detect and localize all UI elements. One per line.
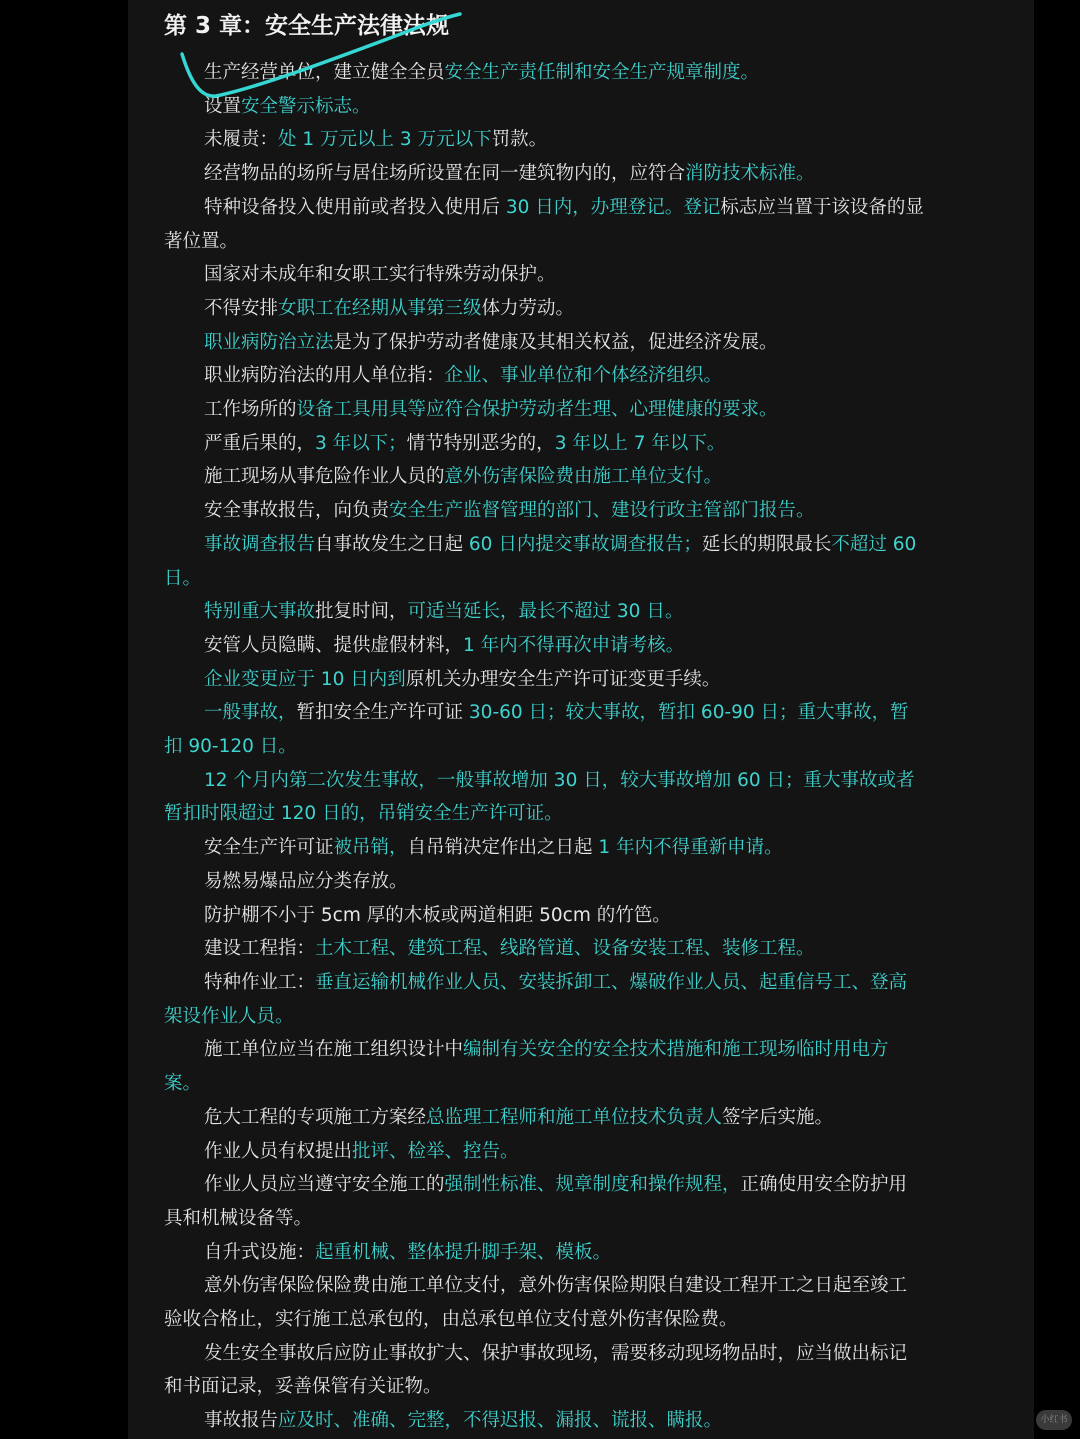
body-text: 发生安全事故后应防止事故扩大、保护事故现场，需要移动现场物品时，应当做出标记和书面记录，妥善保管有关证物。 <box>164 1342 908 1398</box>
body-text: 生产经营单位，建立健全全员 <box>204 62 445 83</box>
body-text: 经营物品的场所与居住场所设置在同一建筑物内的，应符合 <box>204 163 686 185</box>
document-content <box>164 8 924 1438</box>
body-text: 国家对未成年和女职工实行特殊劳动保护。 <box>204 264 556 286</box>
highlighted-text: 编制有关安全的安全技术措施和施工现场临时用电方案。 <box>164 1039 889 1095</box>
highlighted-text: 被吊销， <box>333 837 408 859</box>
highlighted-text: 企业、事业单位和个体经济组织。 <box>444 365 723 387</box>
body-text: 签字后实施。 <box>722 1106 834 1128</box>
paragraph <box>164 460 924 494</box>
body-text: 安管人员隐瞒、提供虚假材料， <box>204 634 464 656</box>
highlighted-text: 60 日内提交事故调查报告； <box>468 533 702 555</box>
paragraph <box>164 326 924 360</box>
body-text: 正确使用安全防护用具和机械设备等。 <box>164 1174 908 1229</box>
paragraph <box>164 1101 924 1135</box>
body-text: 作业人员有权提出 <box>204 1140 353 1162</box>
paragraph <box>164 1135 924 1169</box>
body-text: 原机关办理安全生产许可证变更手续。 <box>405 668 721 690</box>
body-text: 施工单位应当在施工组织设计中 <box>204 1039 464 1061</box>
body-text: 标志应当置于该设备的显著位置。 <box>164 196 924 252</box>
body-text: 建设工程指： <box>204 938 316 960</box>
body-text: 未履责： <box>204 129 279 151</box>
paragraph <box>164 528 924 595</box>
highlighted-text: 企业变更应于 10 日内到 <box>204 668 406 690</box>
body-text: 情节特别恶劣的， <box>406 432 555 454</box>
body-text: 特种作业工： <box>204 971 316 993</box>
paragraph <box>164 595 924 629</box>
paragraph <box>164 629 924 663</box>
highlighted-text: 安全生产责任制和安全生产规章制度。 <box>444 62 760 83</box>
paragraph <box>164 831 924 865</box>
highlighted-text: 特别重大事故 <box>204 601 316 623</box>
paragraph <box>164 359 924 393</box>
body-text: 工作场所的 <box>204 399 297 421</box>
body-text: 延长的期限最长 <box>701 533 832 555</box>
highlighted-text: 强制性标准、规章制度和操作规程， <box>444 1174 741 1196</box>
paragraph <box>164 932 924 966</box>
paragraph <box>164 157 924 191</box>
paragraph <box>164 1337 924 1404</box>
paragraph <box>164 123 924 157</box>
paragraph <box>164 966 924 1033</box>
paragraph <box>164 1269 924 1336</box>
highlighted-text: 女职工在经期从事第三级 <box>278 297 482 319</box>
paragraph <box>164 494 924 528</box>
paragraph <box>164 764 924 831</box>
highlighted-text: 起重机械、整体提升脚手架、模板。 <box>315 1241 612 1263</box>
highlighted-text: 处 1 万元以上 3 万元以下 <box>278 129 492 151</box>
body-text: 批复时间， <box>315 601 408 623</box>
paragraph <box>164 1404 924 1438</box>
highlighted-text: 意外伤害保险费由施工单位支付。 <box>444 466 723 488</box>
watermark-badge: 小红书 <box>1036 1410 1072 1430</box>
highlighted-text: 12 个月内第二次发生事故，一般事故增加 30 日，较大事故增加 60 日；重大事故或者暂扣时限超过 120 日的，吊销安全生产许可证。 <box>164 769 915 825</box>
highlighted-text: 总监理工程师和施工单位技术负责人 <box>426 1106 723 1128</box>
body-text: 作业人员应当遵守安全施工的 <box>204 1174 445 1196</box>
highlighted-text: 1 年内不得再次申请考核。 <box>463 634 685 656</box>
highlighted-text: 3 年以下； <box>315 432 407 454</box>
body-text: 安全生产许可证 <box>204 837 334 859</box>
highlighted-text: 30-60 日；较大事故，暂扣 60-90 日；重大事故，暂扣 90-120 日。 <box>164 702 909 758</box>
body-text: 罚款。 <box>491 129 548 151</box>
paragraph <box>164 427 924 461</box>
body-text: 事故报告 <box>204 1410 279 1432</box>
body-text: 是为了保护劳动者健康及其相关权益，促进经济发展。 <box>333 331 778 353</box>
body-text: 防护棚不小于 5cm 厚的木板或两道相距 50cm 的竹笆。 <box>204 904 671 926</box>
highlighted-text: 一般事故， <box>204 702 297 724</box>
body-text: 不得安排 <box>204 297 279 319</box>
highlighted-text: 可适当延长，最长不超过 30 日。 <box>407 601 684 623</box>
body-text: 施工现场从事危险作业人员的 <box>204 466 445 488</box>
paragraph <box>164 696 924 763</box>
body-text: 体力劳动。 <box>481 297 575 319</box>
body-text: 暂扣安全生产许可证 <box>296 702 469 724</box>
paragraph <box>164 90 924 124</box>
paragraph <box>164 56 924 90</box>
paragraph <box>164 191 924 258</box>
highlighted-text: 垂直运输机械作业人员、安装拆卸工、爆破作业人员、起重信号工、登高架设作业人员。 <box>164 971 908 1027</box>
highlighted-text: 职业病防治立法 <box>204 331 334 353</box>
highlighted-text: 应及时、准确、完整，不得迟报、漏报、谎报、瞒报。 <box>278 1410 723 1432</box>
body-text: 易燃易爆品应分类存放。 <box>204 870 408 892</box>
paragraph <box>164 899 924 933</box>
highlighted-text: 事故调查报告 <box>204 533 316 555</box>
highlighted-text: 土木工程、建筑工程、线路管道、设备安装工程、装修工程。 <box>315 938 815 960</box>
body-text: 职业病防治法的用人单位指： <box>204 365 445 387</box>
body-text: 安全事故报告，向负责 <box>204 500 390 522</box>
highlighted-text: 1 年内不得重新申请。 <box>598 837 783 859</box>
paragraph <box>164 1168 924 1235</box>
highlighted-text: 安全警示标志。 <box>241 95 371 117</box>
paragraph <box>164 865 924 899</box>
highlighted-text: 批评、检举、控告。 <box>352 1140 519 1162</box>
body-text: 自升式设施： <box>204 1241 316 1263</box>
chapter-title: 第 3 章：安全生产法律法规 <box>164 13 450 39</box>
highlighted-text: 30 日内，办理登记。登记 <box>505 196 721 218</box>
body-text: 自吊销决定作出之日起 <box>407 837 599 859</box>
paragraph <box>164 393 924 427</box>
body-text: 严重后果的， <box>204 432 316 454</box>
highlighted-text: 消防技术标准。 <box>685 163 815 185</box>
paragraph <box>164 663 924 697</box>
body-text: 自事故发生之日起 <box>315 533 469 555</box>
paragraph <box>164 1236 924 1270</box>
body-text: 特种设备投入使用前或者投入使用后 <box>204 196 506 218</box>
paragraph <box>164 1033 924 1100</box>
body-text: 设置 <box>204 95 242 117</box>
paragraph-list <box>164 56 924 1438</box>
paragraph <box>164 258 924 292</box>
body-text: 危大工程的专项施工方案经 <box>204 1106 427 1128</box>
highlighted-text: 3 年以上 7 年以下。 <box>554 432 726 454</box>
body-text: 意外伤害保险保险费由施工单位支付，意外伤害保险期限自建设工程开工之日起至竣工验收合格止，实行施工总承包的，由总承包单位支付意外伤害保险费。 <box>164 1275 908 1331</box>
paragraph <box>164 292 924 326</box>
highlighted-text: 设备工具用具等应符合保护劳动者生理、心理健康的要求。 <box>296 399 778 421</box>
highlighted-text: 安全生产监督管理的部门、建设行政主管部门报告。 <box>389 500 815 522</box>
highlighted-text: 不超过 60 日。 <box>164 533 917 589</box>
